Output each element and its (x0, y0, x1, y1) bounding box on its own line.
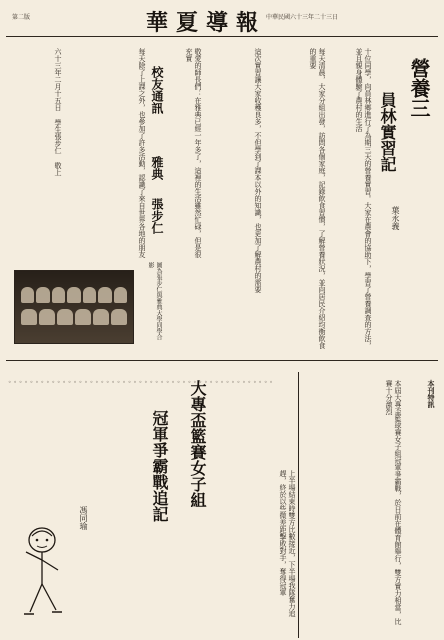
alumni-headline-3: 張步仁 (150, 198, 164, 234)
cartoon-illustration (12, 522, 72, 622)
camp-body-col-1: 十位同學，向員林鄉進行了為期三天的營養實習。大家在農會的協助下，學習了營養調查的方法，並且親身體驗了農村的生活 (355, 48, 372, 349)
camp-headline-1: 營養三 (407, 58, 431, 118)
dotted-divider: ◦ ◦ ◦ ◦ ◦ ◦ ◦ ◦ ◦ ◦ ◦ ◦ ◦ ◦ ◦ ◦ ◦ ◦ ◦ ◦ ◦ ◦ ◦ ◦ ◦ ◦ ◦ ◦ ◦ ◦ ◦ ◦ ◦ ◦ ◦ ◦ ◦ ◦ ◦ ◦ ◦ ◦ ◦ ◦ ◦ ◦ ◦ ◦ ◦ (8, 379, 273, 386)
basketball-body-col-2: 上半場結束時雙方比數接近，下半場我隊奮力追趕，終於以些微差距擊敗對手，奪得冠軍 (279, 470, 296, 617)
basketball-headline-1: 大專盃籃賽女子組 (188, 380, 207, 508)
basketball-headline-2: 冠軍爭霸戰追記 (150, 410, 169, 522)
alumni-body-col-2: 每天除了上課之外，也參加了許多活動，認識了來自世界各地的朋友 (138, 48, 146, 258)
camp-body-col-2: 每天清晨，大家分組出發，訪問各個家庭，記錄飲食習慣，了解營養狀況，並向居民介紹均衡飲食的重要 (309, 48, 326, 349)
special-report-label: 本刊特訊 (427, 380, 436, 408)
masthead (6, 6, 438, 46)
paper-name: 華夏導報 (146, 10, 267, 36)
camp-headline-2: 員林實習記 (378, 92, 397, 172)
alumni-body-col-1: 敬愛的師長們：在雅典已經一年多了，這裡的生活雖然忙碌，但是很充實 (185, 48, 202, 258)
section-divider (6, 360, 438, 361)
alumni-photo (14, 270, 134, 344)
basketball-body-col-1: 本屆大專盃籃球賽女子組冠軍爭霸戰，於日前在體育館舉行，雙方實力相當，比賽十分激烈 (385, 380, 402, 625)
camp-author: 葉永義 (391, 206, 400, 230)
camp-body-col-3: 這次實習讓大家收穫良多，不但學到了課本以外的知識，也更加了解農村的需要 (254, 48, 262, 293)
masthead-divider (6, 36, 438, 37)
issue-date: 中華民國六十三年二十三日 (266, 14, 339, 21)
photo-caption: 圖為張步仁與雅典大學同學合影 (147, 262, 162, 340)
cartoon-author: 馮同瑜 (79, 506, 88, 530)
alumni-signoff: 六十三年二月十五日 學生張步仁 敬上 (54, 48, 62, 176)
page-number: 第二版 (12, 14, 31, 21)
alumni-headline-1: 校友通訊 (150, 66, 164, 114)
alumni-headline-2: 雅典 (150, 156, 164, 180)
